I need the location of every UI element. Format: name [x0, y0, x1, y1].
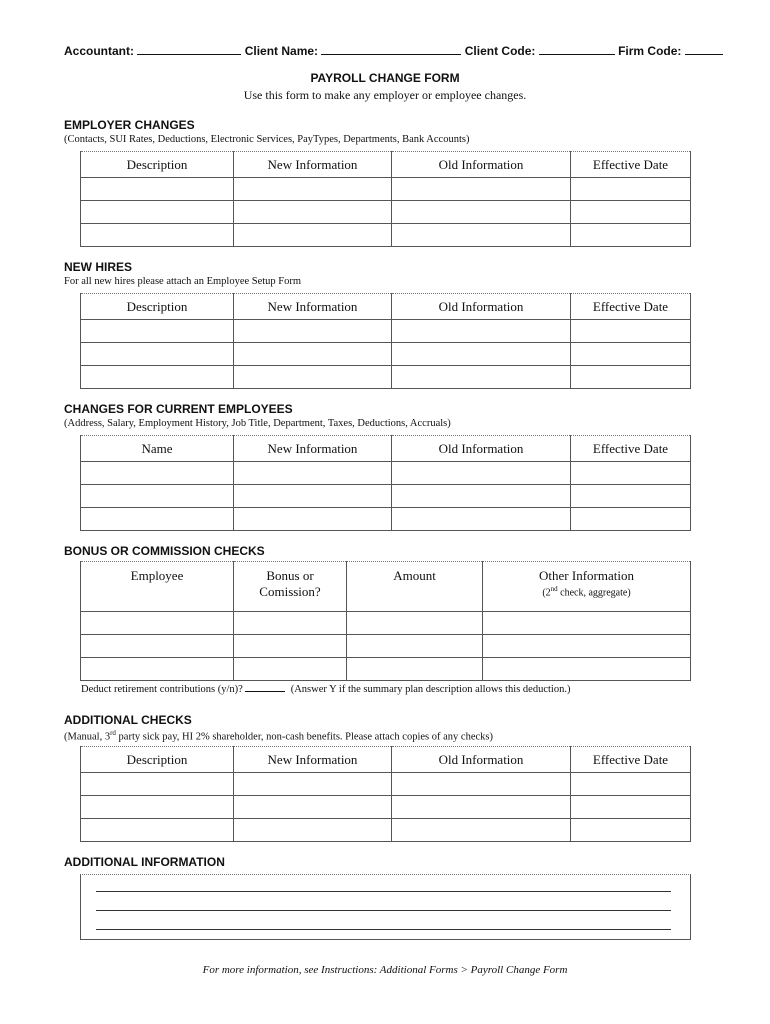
column-header: Name — [81, 436, 234, 462]
employer-changes-title: EMPLOYER CHANGES — [64, 118, 195, 132]
additional-checks-note: (Manual, 3rd party sick pay, HI 2% shareholder, non-cash benefits. Please attach copies of any checks) — [64, 729, 493, 743]
table-cell[interactable] — [234, 635, 347, 658]
table-cell[interactable] — [234, 366, 392, 389]
bonus-header-line2: Comission? — [259, 584, 321, 599]
table-cell[interactable] — [81, 224, 234, 247]
table-cell[interactable] — [234, 508, 392, 531]
table-cell[interactable] — [81, 796, 234, 819]
table-cell[interactable] — [483, 635, 691, 658]
bonus-table — [80, 561, 691, 681]
table-cell[interactable] — [392, 343, 571, 366]
bonus-header-line1: Bonus or — [266, 568, 314, 583]
table-cell[interactable] — [81, 343, 234, 366]
employer-changes-table — [80, 151, 691, 247]
new-hires-note: For all new hires please attach an Employee Setup Form — [64, 276, 302, 287]
column-header: Old Information — [392, 747, 571, 773]
additional-checks-title: ADDITIONAL CHECKS — [64, 713, 192, 727]
column-header-other — [483, 562, 691, 612]
deduct-question: Deduct retirement contributions (y/n)? — [81, 684, 243, 695]
table-cell[interactable] — [571, 366, 691, 389]
table-cell[interactable] — [571, 485, 691, 508]
deduct-note: (Answer Y if the summary plan description allows this deduction.) — [290, 684, 571, 695]
table-cell[interactable] — [234, 796, 392, 819]
firm-code-field[interactable] — [685, 44, 723, 55]
table-row — [81, 462, 691, 485]
client-name-field[interactable] — [321, 44, 461, 55]
table-row — [81, 612, 691, 635]
column-header: Old Information — [392, 294, 571, 320]
table-cell[interactable] — [234, 178, 392, 201]
table-cell[interactable] — [392, 178, 571, 201]
table-cell[interactable] — [571, 320, 691, 343]
header-fields — [64, 44, 723, 58]
table-cell[interactable] — [571, 819, 691, 842]
table-cell[interactable] — [234, 343, 392, 366]
table-cell[interactable] — [392, 201, 571, 224]
deduct-answer-field[interactable] — [245, 682, 285, 692]
table-cell[interactable] — [571, 224, 691, 247]
table-cell[interactable] — [392, 462, 571, 485]
table-cell[interactable] — [483, 658, 691, 681]
table-row — [81, 508, 691, 531]
table-cell[interactable] — [81, 178, 234, 201]
table-row — [81, 485, 691, 508]
info-line[interactable] — [96, 929, 671, 930]
table-cell[interactable] — [234, 485, 392, 508]
table-row — [81, 224, 691, 247]
table-row — [81, 343, 691, 366]
column-header-employee: Employee — [81, 562, 234, 612]
table-cell[interactable] — [392, 819, 571, 842]
column-header: Old Information — [392, 152, 571, 178]
table-cell[interactable] — [392, 773, 571, 796]
table-cell[interactable] — [347, 658, 483, 681]
table-cell[interactable] — [392, 508, 571, 531]
table-cell[interactable] — [571, 201, 691, 224]
current-employees-table — [80, 435, 691, 531]
table-row — [81, 658, 691, 681]
table-cell[interactable] — [571, 178, 691, 201]
table-cell[interactable] — [81, 612, 234, 635]
table-cell[interactable] — [81, 635, 234, 658]
new-hires-title: NEW HIRES — [64, 260, 133, 274]
column-header: Effective Date — [571, 747, 691, 773]
column-header: Effective Date — [571, 436, 691, 462]
table-row — [81, 366, 691, 389]
current-employees-note: (Address, Salary, Employment History, Job Title, Department, Taxes, Deductions, Accruals) — [64, 418, 451, 429]
column-header: New Information — [234, 152, 392, 178]
info-line[interactable] — [96, 910, 671, 911]
table-cell[interactable] — [81, 462, 234, 485]
client-code-label: Client Code: — [464, 44, 536, 58]
table-cell[interactable] — [392, 796, 571, 819]
table-cell[interactable] — [234, 224, 392, 247]
table-row — [81, 773, 691, 796]
table-cell[interactable] — [234, 320, 392, 343]
additional-info-box[interactable] — [80, 874, 691, 940]
table-cell[interactable] — [81, 773, 234, 796]
table-cell[interactable] — [234, 462, 392, 485]
column-header: New Information — [234, 747, 392, 773]
table-cell[interactable] — [347, 612, 483, 635]
client-code-field[interactable] — [539, 44, 615, 55]
table-cell[interactable] — [392, 366, 571, 389]
table-row — [81, 635, 691, 658]
form-title: PAYROLL CHANGE FORM — [310, 71, 460, 85]
table-cell[interactable] — [81, 320, 234, 343]
column-header: Description — [81, 294, 234, 320]
table-cell[interactable] — [234, 773, 392, 796]
column-header: Effective Date — [571, 152, 691, 178]
column-header: Effective Date — [571, 294, 691, 320]
table-cell[interactable] — [392, 320, 571, 343]
table-cell[interactable] — [81, 201, 234, 224]
column-header: Old Information — [392, 436, 571, 462]
table-cell[interactable] — [81, 508, 234, 531]
employer-changes-note: (Contacts, SUI Rates, Deductions, Electronic Services, PayTypes, Departments, Bank Accounts) — [64, 134, 470, 145]
other-info-note: (2nd check, aggregate) — [542, 585, 631, 599]
table-cell[interactable] — [234, 819, 392, 842]
table-cell[interactable] — [234, 658, 347, 681]
new-hires-table — [80, 293, 691, 389]
info-line[interactable] — [96, 891, 671, 892]
table-cell[interactable] — [571, 773, 691, 796]
table-cell[interactable] — [347, 635, 483, 658]
accountant-label: Accountant: — [64, 44, 134, 58]
table-cell[interactable] — [234, 201, 392, 224]
firm-code-label: Firm Code: — [618, 44, 682, 58]
table-row — [81, 320, 691, 343]
footer-note: For more information, see Instructions: Additional Forms > Payroll Change Form — [202, 964, 568, 976]
column-header-amount: Amount — [347, 562, 483, 612]
column-header: Description — [81, 747, 234, 773]
column-header: New Information — [234, 294, 392, 320]
table-cell[interactable] — [392, 485, 571, 508]
additional-info-title: ADDITIONAL INFORMATION — [64, 855, 225, 869]
table-cell[interactable] — [571, 796, 691, 819]
additional-checks-table — [80, 746, 691, 842]
column-header-bonus — [234, 562, 347, 612]
table-cell[interactable] — [483, 612, 691, 635]
table-cell[interactable] — [571, 508, 691, 531]
form-subtitle: Use this form to make any employer or employee changes. — [243, 88, 527, 102]
deduct-retirement-row — [81, 682, 570, 695]
table-cell[interactable] — [81, 485, 234, 508]
table-row — [81, 178, 691, 201]
column-header: New Information — [234, 436, 392, 462]
table-row — [81, 819, 691, 842]
table-cell[interactable] — [81, 658, 234, 681]
table-row — [81, 796, 691, 819]
table-row — [81, 201, 691, 224]
table-cell[interactable] — [81, 819, 234, 842]
client-name-label: Client Name: — [244, 44, 319, 58]
table-cell[interactable] — [234, 612, 347, 635]
table-cell[interactable] — [571, 343, 691, 366]
table-cell[interactable] — [571, 462, 691, 485]
bonus-title: BONUS OR COMMISSION CHECKS — [64, 544, 265, 558]
current-employees-title: CHANGES FOR CURRENT EMPLOYEES — [64, 402, 293, 416]
column-header: Description — [81, 152, 234, 178]
other-info-header: Other Information — [539, 568, 634, 583]
accountant-field[interactable] — [137, 44, 241, 55]
table-cell[interactable] — [81, 366, 234, 389]
table-cell[interactable] — [392, 224, 571, 247]
